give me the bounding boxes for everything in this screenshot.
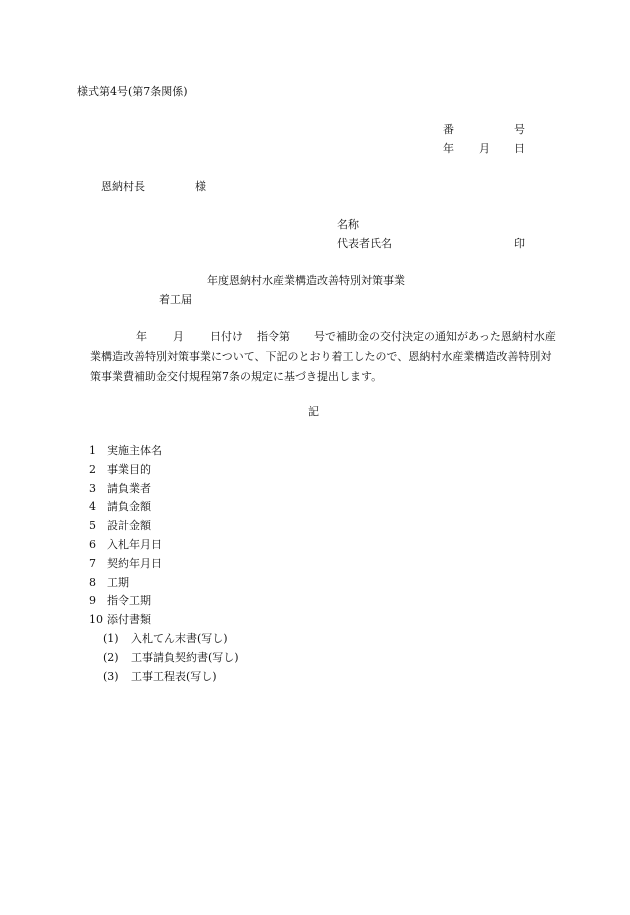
attachment-item: (3) 工事工程表(写し) <box>103 670 217 683</box>
list-item: 9 指令工期 <box>89 594 151 607</box>
document-title-line2: 着工届 <box>159 293 192 306</box>
list-item: 3 請負業者 <box>89 482 151 495</box>
ki-heading: 記 <box>308 405 319 418</box>
attachment-item: (1) 入札てん末書(写し) <box>103 632 228 645</box>
attachment-item: (2) 工事請負契約書(写し) <box>103 651 239 664</box>
body-order-number: 指令第 <box>257 330 290 343</box>
list-item: 5 設計金額 <box>89 519 151 532</box>
body-paragraph <box>90 327 560 387</box>
list-item: 7 契約年月日 <box>89 557 162 570</box>
document-number-suffix: 号 <box>514 123 525 136</box>
body-year: 年 <box>136 330 147 343</box>
list-item: 1 実施主体名 <box>89 444 162 457</box>
list-item: 8 工期 <box>89 576 129 589</box>
form-label: 様式第4号(第7条関係) <box>77 85 188 98</box>
body-dated: 日付け <box>210 330 243 343</box>
applicant-name-label: 名称 <box>337 218 359 231</box>
seal-mark: 印 <box>514 237 525 250</box>
list-item: 4 請負金額 <box>89 500 151 513</box>
addressee-name: 恩納村長 <box>101 180 145 193</box>
date-year-label: 年 <box>443 142 454 155</box>
date-month-label: 月 <box>479 142 490 155</box>
date-day-label: 日 <box>514 142 525 155</box>
body-month: 月 <box>173 330 184 343</box>
representative-name-label: 代表者氏名 <box>337 237 392 250</box>
addressee-honorific: 様 <box>195 180 206 193</box>
list-item: 6 入札年月日 <box>89 538 162 551</box>
document-title-line1: 年度恩納村水産業構造改善特別対策事業 <box>207 274 405 287</box>
body-text: 号で補助金の交付決定の通知があった恩納村水産業構造改善特別対策事業について、下記のとおり着工したので、恩納村水産業構造改善特別対策事業費補助金交付規程第7条の規定に基づき提出します。 <box>90 330 556 383</box>
list-item: 10 添付書類 <box>89 613 151 626</box>
document-number-label: 番 <box>443 123 454 136</box>
list-item: 2 事業目的 <box>89 463 151 476</box>
